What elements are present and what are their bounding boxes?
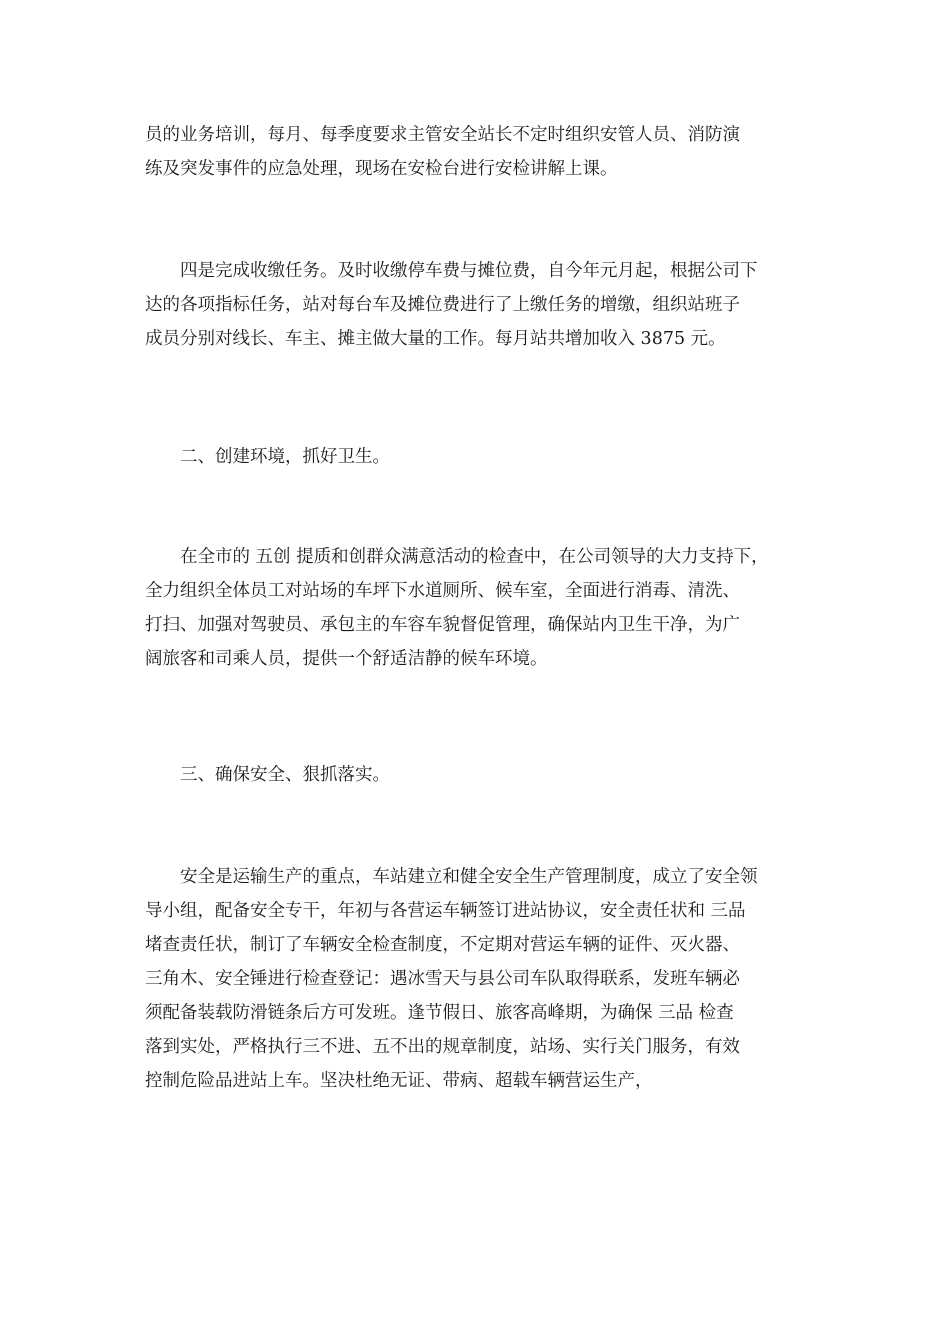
text-line: 四是完成收缴任务。及时收缴停车费与摊位费，自今年元月起，根据公司下 [180, 261, 758, 281]
paragraph-collection-task [145, 254, 845, 356]
paragraph-safety [145, 860, 845, 1098]
text-line: 三角木、安全锤进行检查登记：遇冰雪天与县公司车队取得联系，发班车辆必 [145, 969, 740, 989]
section-heading-safety [145, 758, 845, 792]
text-line: 阔旅客和司乘人员，提供一个舒适洁静的候车环境。 [145, 649, 548, 669]
text-line: 员的业务培训，每月、每季度要求主管安全站长不定时组织安管人员、消防演 [145, 125, 740, 145]
text-line: 落到实处，严格执行三不进、五不出的规章制度，站场、实行关门服务，有效 [145, 1037, 740, 1057]
section-heading: 二、创建环境，抓好卫生。 [180, 447, 390, 467]
paragraph-hygiene [145, 540, 845, 676]
text-line: 全力组织全体员工对站场的车坪下水道厕所、候车室，全面进行消毒、清洗、 [145, 581, 740, 601]
text-line: 堵查责任状，制订了车辆安全检查制度，不定期对营运车辆的证件、灭火器、 [145, 935, 740, 955]
text-line: 须配备装载防滑链条后方可发班。逢节假日、旅客高峰期，为确保 三品 检查 [145, 1003, 734, 1023]
text-line: 安全是运输生产的重点，车站建立和健全安全生产管理制度，成立了安全领 [180, 867, 758, 887]
text-line: 在全市的 五创 提质和创群众满意活动的检查中，在公司领导的大力支持下， [180, 547, 769, 567]
text-line: 达的各项指标任务，站对每台车及摊位费进行了上缴任务的增缴，组织站班子 [145, 295, 740, 315]
paragraph-training [145, 118, 845, 186]
text-line: 打扫、加强对驾驶员、承包主的车容车貌督促管理，确保站内卫生干净，为广 [145, 615, 740, 635]
text-line: 控制危险品进站上车。坚决杜绝无证、带病、超载车辆营运生产， [145, 1071, 653, 1091]
text-line: 导小组，配备安全专干，年初与各营运车辆签订进站协议，安全责任状和 三品 [145, 901, 746, 921]
section-heading-environment [145, 440, 845, 474]
text-line: 练及突发事件的应急处理，现场在安检台进行安检讲解上课。 [145, 159, 618, 179]
text-line: 成员分别对线长、车主、摊主做大量的工作。每月站共增加收入 3875 元。 [145, 329, 726, 349]
section-heading: 三、确保安全、狠抓落实。 [180, 765, 390, 785]
